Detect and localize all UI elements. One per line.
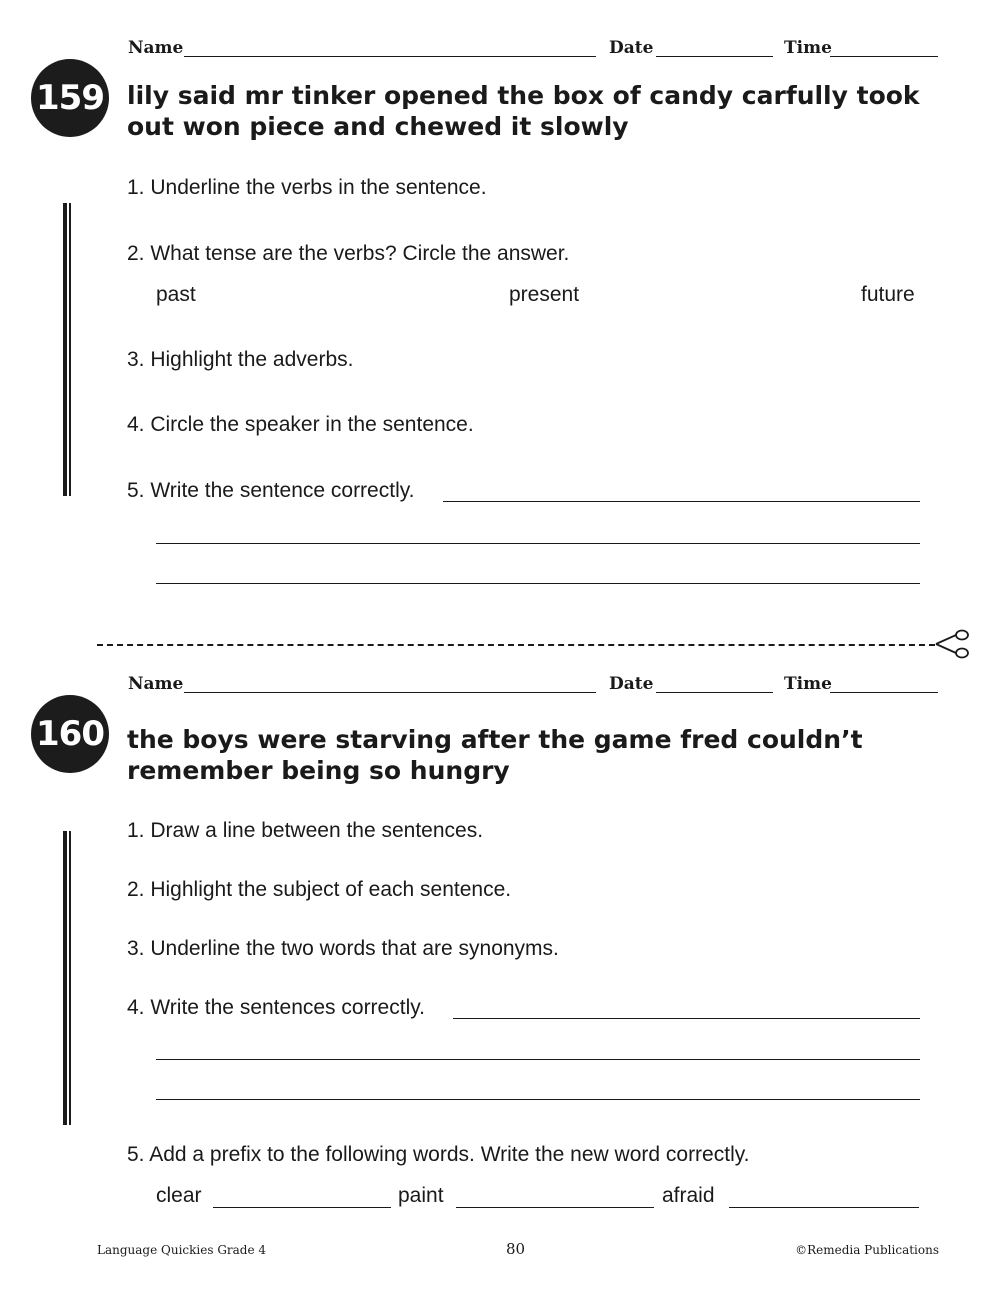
question-4: 4. Circle the speaker in the sentence.	[127, 413, 474, 436]
date-field[interactable]	[656, 56, 773, 57]
answer-line[interactable]	[156, 1099, 920, 1100]
exercise-sentence: lily said mr tinker opened the box of candy carfully took out won piece and chewed it slowly	[127, 81, 920, 141]
exercise-sentence: the boys were starving after the game fred couldn’t remember being so hungry	[127, 725, 863, 785]
name-field[interactable]	[184, 56, 596, 57]
question-3: 3. Underline the two words that are synonyms.	[127, 937, 559, 960]
prefix-word: paint	[398, 1184, 444, 1207]
answer-line[interactable]	[156, 1059, 920, 1060]
date-field[interactable]	[656, 692, 773, 693]
question-3: 3. Highlight the adverbs.	[127, 348, 354, 371]
question-5: 5. Add a prefix to the following words. Write the new word correctly.	[127, 1143, 750, 1166]
question-4: 4. Write the sentences correctly.	[127, 996, 426, 1019]
prefix-word: afraid	[662, 1184, 715, 1207]
time-field[interactable]	[830, 692, 938, 693]
date-label: Date	[609, 674, 654, 694]
tense-option-past[interactable]: past	[156, 283, 196, 306]
margin-bar	[63, 831, 71, 1125]
question-5: 5. Write the sentence correctly.	[127, 479, 415, 502]
question-2: 2. What tense are the verbs? Circle the answer.	[127, 242, 570, 265]
time-label: Time	[784, 38, 832, 58]
prefix-answer-line[interactable]	[213, 1207, 391, 1208]
scissors-icon	[934, 629, 972, 659]
answer-line[interactable]	[156, 583, 920, 584]
name-field[interactable]	[184, 692, 596, 693]
time-field[interactable]	[830, 56, 938, 57]
footer-title: Language Quickies Grade 4	[97, 1243, 267, 1257]
prefix-answer-line[interactable]	[456, 1207, 654, 1208]
answer-line[interactable]	[453, 1018, 920, 1019]
footer-publisher: ©Remedia Publications	[795, 1243, 939, 1257]
name-label: Name	[128, 38, 184, 58]
margin-bar	[63, 203, 71, 496]
cut-line	[97, 644, 935, 646]
answer-line[interactable]	[156, 543, 920, 544]
page-number: 80	[506, 1240, 526, 1258]
question-1: 1. Draw a line between the sentences.	[127, 819, 484, 842]
answer-line[interactable]	[443, 501, 920, 502]
date-label: Date	[609, 38, 654, 58]
tense-option-present[interactable]: present	[509, 283, 580, 306]
question-2: 2. Highlight the subject of each sentence.	[127, 878, 512, 901]
exercise-number-badge: 160	[31, 695, 109, 773]
time-label: Time	[784, 674, 832, 694]
tense-option-future[interactable]: future	[861, 283, 915, 306]
name-label: Name	[128, 674, 184, 694]
prefix-answer-line[interactable]	[729, 1207, 919, 1208]
exercise-number-badge: 159	[31, 59, 109, 137]
prefix-word: clear	[156, 1184, 202, 1207]
question-1: 1. Underline the verbs in the sentence.	[127, 176, 487, 199]
